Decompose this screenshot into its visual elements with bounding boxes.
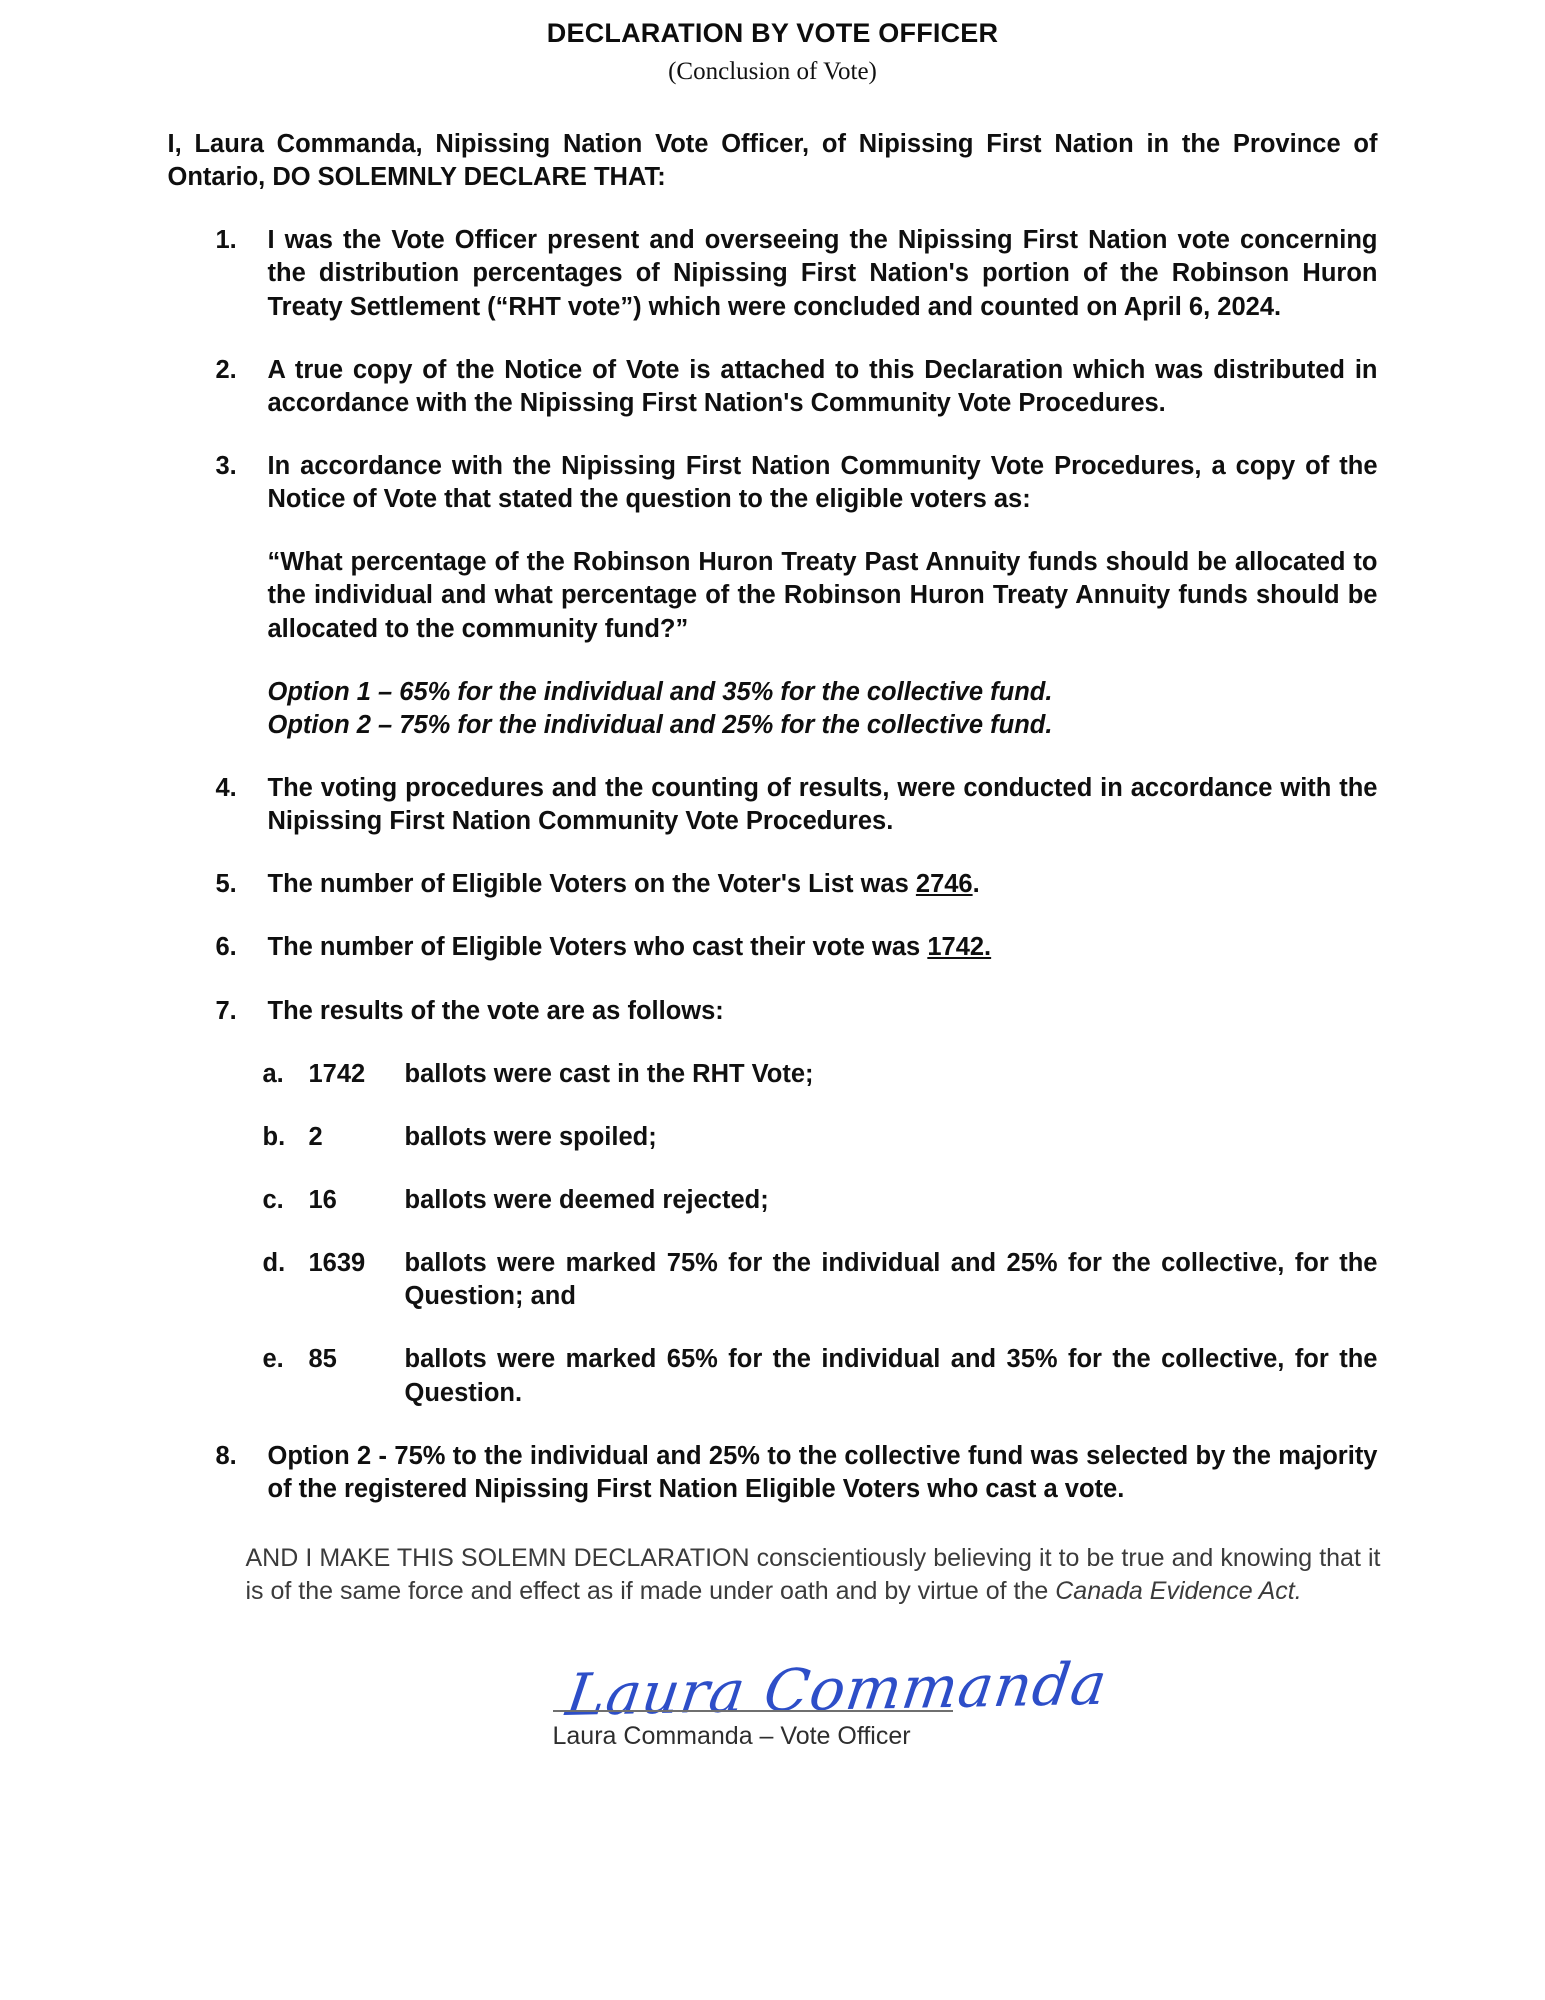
result-count: 16 (308, 1186, 337, 1214)
result-count: 85 (308, 1345, 337, 1374)
result-row-a (168, 1058, 1378, 1091)
declaration-list (168, 224, 1378, 1027)
vote-options (268, 676, 1378, 742)
result-count: 2 (308, 1122, 323, 1151)
list-item-3 (168, 450, 1378, 742)
signature-line (553, 1710, 953, 1712)
page-subtitle: (Conclusion of Vote) (668, 58, 877, 86)
result-marker: e. (262, 1345, 284, 1374)
result-row-b (168, 1121, 1378, 1154)
vote-question-quote: “What percentage of the Robinson Huron Treaty Past Annuity funds should be allocated to the individual and what percentage of the Robinson Huron Treaty Annuity funds should be allocated to the community fund?” (267, 548, 1378, 643)
result-count: 1742 (308, 1059, 366, 1088)
result-description: ballots were cast in the RHT Vote; (404, 1059, 814, 1088)
result-marker: c. (262, 1186, 284, 1214)
list-item-text-group (268, 868, 1378, 901)
signature-inner (552, 1649, 1113, 1751)
list-item-1 (168, 224, 1378, 323)
list-marker: 2. (215, 355, 237, 384)
list-item-text: Option 2 - 75% to the individual and 25% to the collective fund was selected by the majority of the registered Nipissing First Nation Eligible Voters who cast a vote. (267, 1441, 1378, 1503)
list-item-7 (168, 995, 1378, 1028)
list-marker: 4. (215, 774, 237, 803)
votes-cast-label: The number of Eligible Voters who cast their vote was (267, 933, 928, 962)
result-marker: a. (262, 1059, 284, 1088)
declaration-list-continued (168, 1440, 1378, 1506)
list-item-text: I was the Vote Officer present and overseeing the Nipissing First Nation vote concerning the distribution percentages of Nipissing First Nation's portion of the Robinson Huron Treaty Settlement (“RHT vote”) which were concluded and counted on April 6, 2024. (267, 226, 1378, 321)
list-item-text-group (268, 931, 1378, 964)
title-block (0, 0, 1545, 86)
list-marker: 3. (215, 452, 237, 481)
result-row-e (168, 1343, 1378, 1409)
result-count: 1639 (308, 1249, 366, 1278)
list-marker: 7. (215, 996, 237, 1025)
document-body (167, 128, 1381, 1800)
list-item-text: The results of the vote are as follows: (267, 996, 724, 1025)
solemn-declaration-text: AND I MAKE THIS SOLEMN DECLARATION conscientiously believing it to be true and knowing that it is of the same force and effect as if made under oath and by virtue of the (245, 1543, 1381, 1605)
signature-caption: Laura Commanda – Vote Officer (552, 1721, 911, 1750)
eligible-voters-count: 2746 (915, 870, 973, 899)
list-item-4 (168, 772, 1378, 838)
list-item-5 (168, 868, 1378, 901)
results-sublist (168, 1058, 1378, 1410)
vote-option-2: Option 2 – 75% for the individual and 25% for the collective fund. (267, 710, 1053, 739)
result-description: ballots were marked 75% for the individual and 25% for the collective, for the Question; and (404, 1249, 1378, 1311)
list-marker: 8. (215, 1441, 237, 1470)
page-title: DECLARATION BY VOTE OFFICER (546, 18, 999, 48)
list-item-text-group (268, 450, 1378, 742)
eligible-voters-label: The number of Eligible Voters on the Voter's List was (267, 870, 916, 899)
solemn-declaration-paragraph (246, 1542, 1381, 1608)
handwritten-signature: Laura Commanda (561, 1649, 1111, 1729)
list-marker: 6. (215, 933, 237, 962)
list-item-text: In accordance with the Nipissing First Nation Community Vote Procedures, a copy of the Notice of Vote that stated the question to the eligible voters as: (267, 452, 1378, 514)
vote-option-1: Option 1 – 65% for the individual and 35% for the collective fund. (267, 677, 1053, 706)
signature-block (168, 1649, 1378, 1800)
result-description: ballots were spoiled; (404, 1122, 657, 1151)
list-item-8 (168, 1440, 1378, 1506)
votes-cast-count: 1742. (927, 933, 992, 962)
eligible-voters-period: . (972, 870, 980, 899)
list-item-text: A true copy of the Notice of Vote is attached to this Declaration which was distributed in accordance with the Nipissing First Nation's Community Vote Procedures. (267, 355, 1378, 417)
result-description: ballots were deemed rejected; (404, 1186, 769, 1214)
result-marker: d. (262, 1249, 286, 1278)
list-item-2 (168, 354, 1378, 420)
result-row-c (168, 1184, 1378, 1217)
canada-evidence-act-citation: Canada Evidence Act. (1055, 1576, 1302, 1605)
result-description: ballots were marked 65% for the individual and 35% for the collective, for the Question. (404, 1345, 1378, 1407)
result-marker: b. (262, 1122, 286, 1151)
list-item-6 (168, 931, 1378, 964)
intro-paragraph: I, Laura Commanda, Nipissing Nation Vote Officer, of Nipissing First Nation in the Province of Ontario, DO SOLEMNLY DECLARE THAT: (167, 130, 1378, 192)
result-row-d (168, 1247, 1378, 1313)
list-marker: 5. (215, 870, 237, 899)
list-marker: 1. (215, 226, 237, 255)
list-item-text: The voting procedures and the counting of results, were conducted in accordance with the Nipissing First Nation Community Vote Procedures. (267, 774, 1378, 836)
